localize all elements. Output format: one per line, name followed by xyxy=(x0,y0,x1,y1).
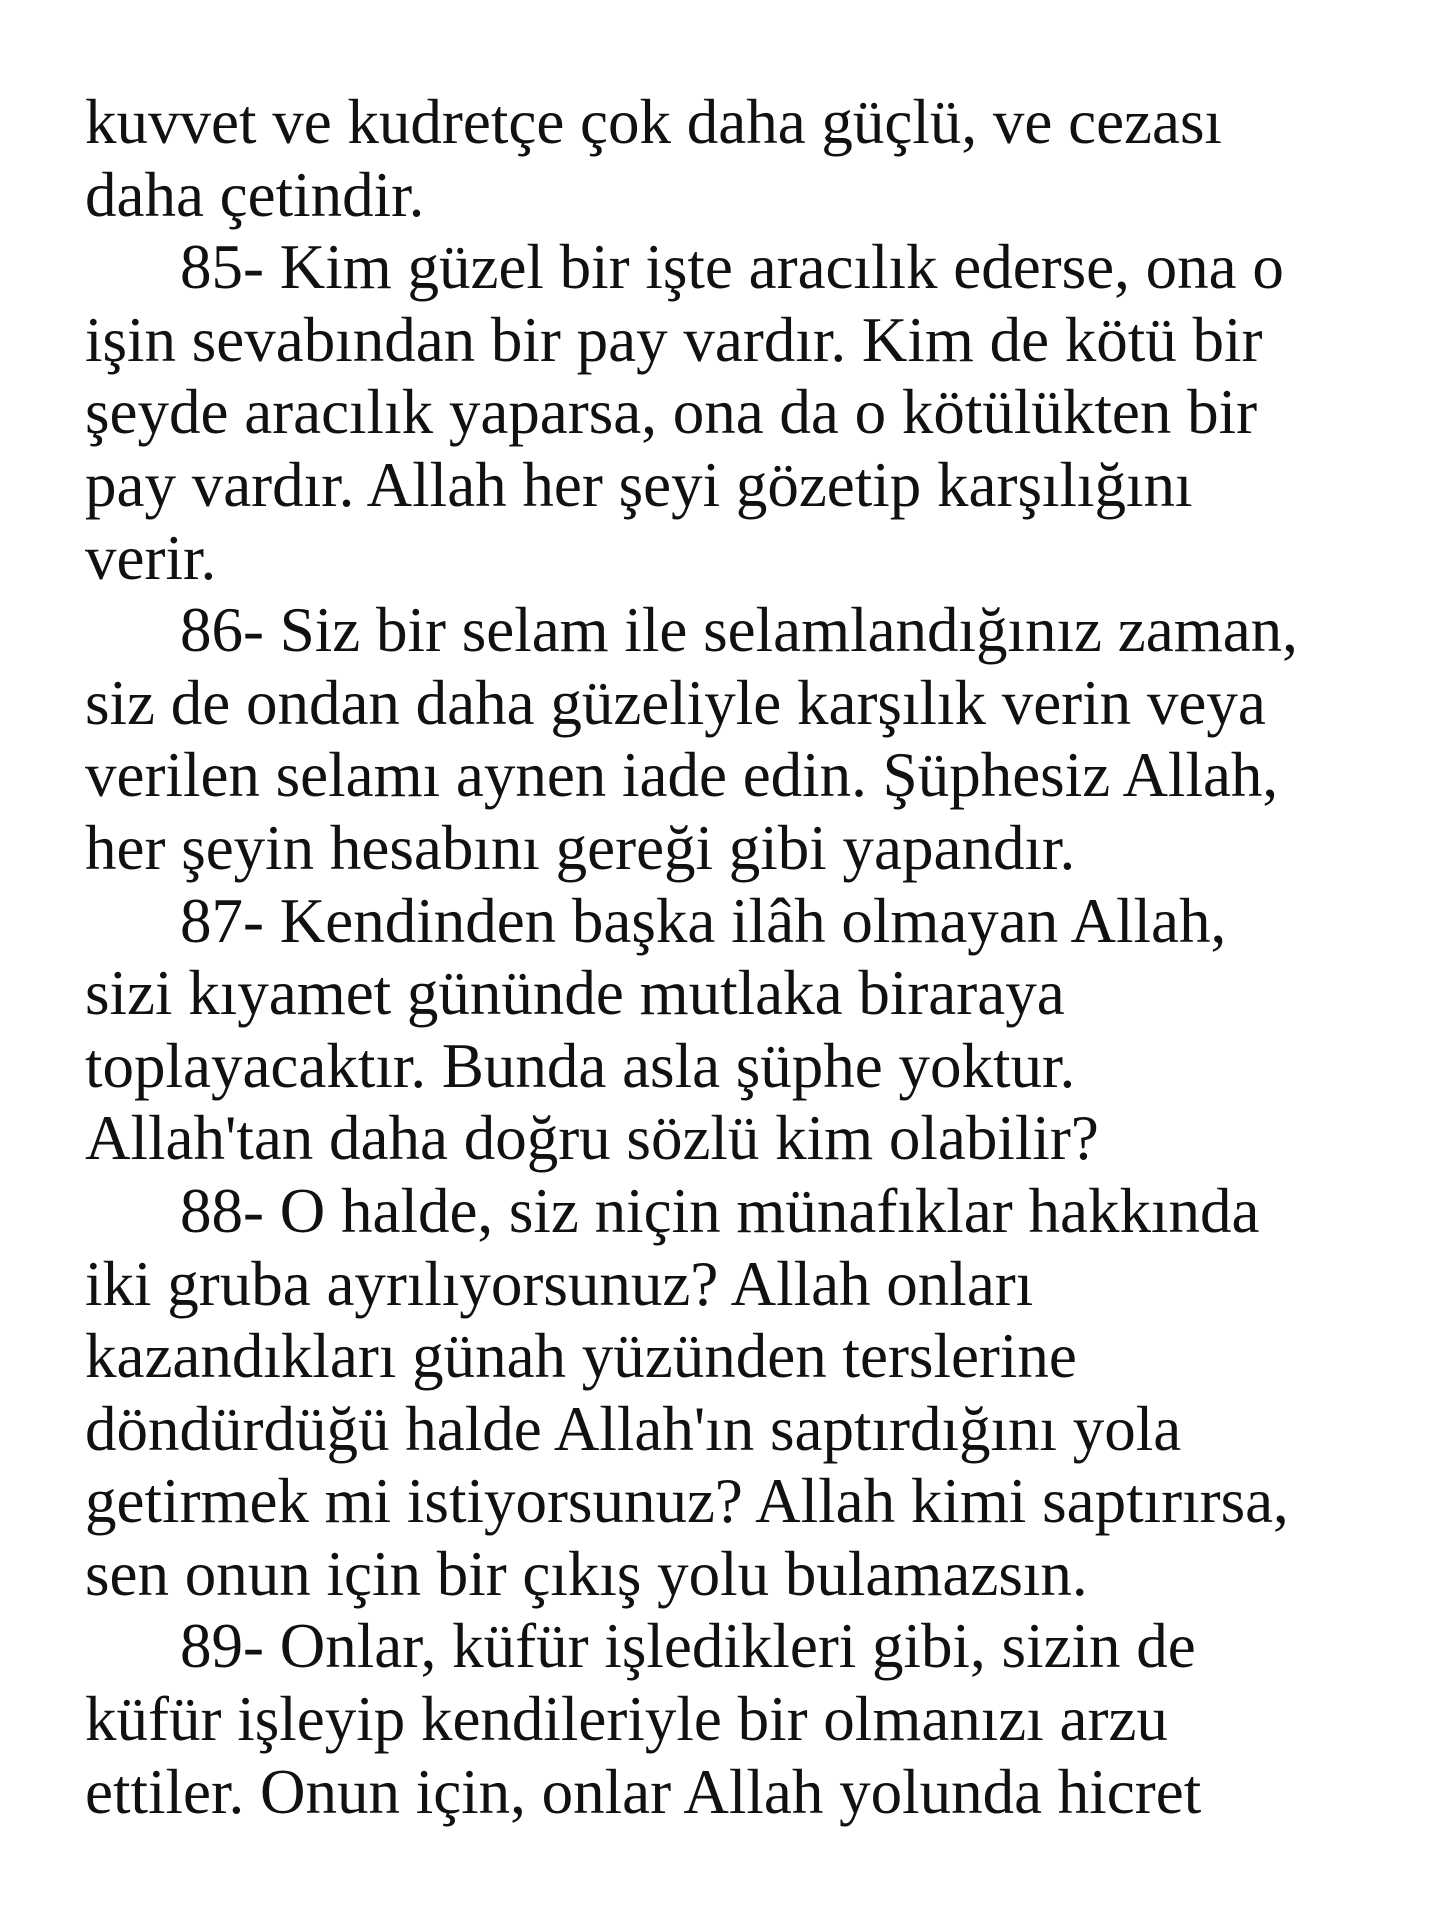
text-line: her şeyin hesabını gereği gibi yapandır. xyxy=(85,812,1076,883)
text-line: sen onun için bir çıkış yolu bulamazsın. xyxy=(85,1538,1088,1609)
text-line: işin sevabından bir pay vardır. Kim de kötü bir xyxy=(85,304,1263,375)
paragraph-first-line: 86- Siz bir selam ile selamlandığınız zaman, xyxy=(180,595,1298,666)
paragraph-first-line: 87- Kendinden başka ilâh olmayan Allah, xyxy=(180,885,1227,956)
text-line: kazandıkları günah yüzünden terslerine xyxy=(85,1321,1077,1392)
text-line: verilen selamı aynen iade edin. Şüphesiz Allah, xyxy=(85,740,1279,811)
text-line: sizi kıyamet gününde mutlaka biraraya xyxy=(85,958,1065,1029)
paragraph-first-line: 88- O halde, siz niçin münafıklar hakkında xyxy=(180,1175,1260,1246)
document-page xyxy=(85,86,1385,1828)
text-line: döndürdüğü halde Allah'ın saptırdığını yola xyxy=(85,1393,1182,1464)
text-line: kuvvet ve kudretçe çok daha güçlü, ve cezası xyxy=(85,87,1222,157)
text-line: verir. xyxy=(85,522,217,593)
text-line: ettiler. Onun için, onlar Allah yolunda hicret xyxy=(85,1756,1202,1827)
text-line: getirmek mi istiyorsunuz? Allah kimi saptırırsa, xyxy=(85,1466,1289,1537)
text-line: daha çetindir. xyxy=(85,159,425,230)
paragraph-first-line: 85- Kim güzel bir işte aracılık ederse, ona o xyxy=(180,232,1284,303)
text-line: küfür işleyip kendileriyle bir olmanızı arzu xyxy=(85,1684,1168,1755)
text-line: şeyde aracılık yaparsa, ona da o kötülükten bir xyxy=(85,377,1258,448)
text-line: Allah'tan daha doğru sözlü kim olabilir? xyxy=(85,1103,1099,1174)
paragraph-first-line: 89- Onlar, küfür işledikleri gibi, sizin de xyxy=(180,1611,1196,1682)
text-line: siz de ondan daha güzeliyle karşılık verin veya xyxy=(85,667,1266,738)
text-line: pay vardır. Allah her şeyi gözetip karşılığını xyxy=(85,449,1193,520)
text-line: iki gruba ayrılıyorsunuz? Allah onları xyxy=(85,1248,1034,1319)
text-line: toplayacaktır. Bunda asla şüphe yoktur. xyxy=(85,1030,1076,1101)
